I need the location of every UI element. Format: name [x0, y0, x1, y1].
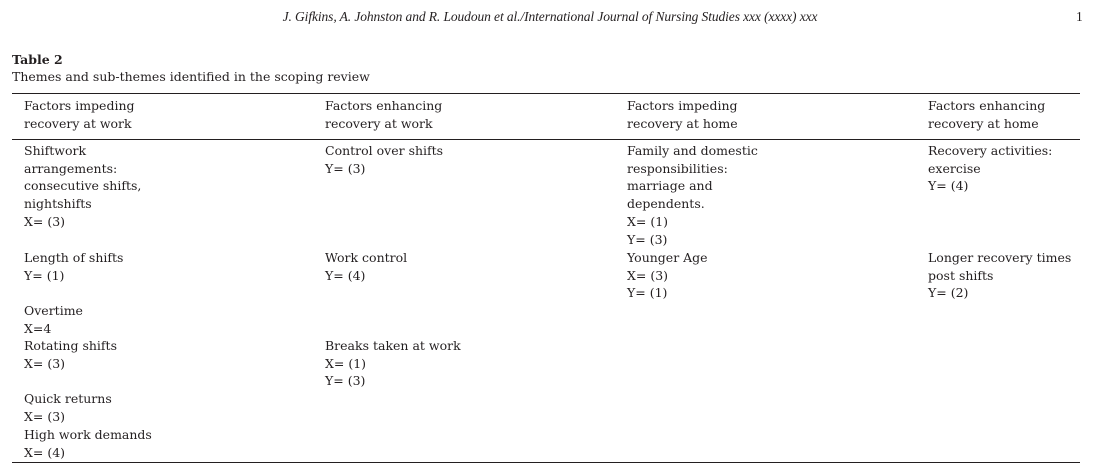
table-header-rule	[12, 139, 1080, 140]
table-cell	[24, 142, 141, 231]
cell-line: marriage and	[627, 178, 713, 194]
cell-line: X= (1)	[325, 355, 367, 371]
cell-line: Quick returns	[24, 391, 112, 406]
table-cell	[627, 249, 708, 302]
table-cell	[24, 390, 112, 425]
table-cell	[928, 249, 1071, 302]
cell-line: Breaks taken at work	[325, 338, 461, 353]
header-line: Factors enhancing	[325, 98, 443, 113]
table-bottom-rule	[12, 462, 1080, 463]
cell-line: consecutive shifts,	[24, 178, 142, 194]
cell-line: Longer recovery times	[928, 250, 1072, 265]
table-cell	[325, 337, 461, 390]
cell-line: High work demands	[24, 427, 152, 442]
table-cell	[24, 302, 83, 337]
cell-line: X= (3)	[24, 355, 66, 371]
cell-line: Younger Age	[627, 250, 708, 265]
header-enhancing-work	[325, 97, 442, 132]
table-cell	[928, 142, 1052, 195]
header-line: recovery at work	[24, 115, 132, 131]
header-line: Factors impeding	[627, 98, 738, 113]
cell-line: Family and domestic	[627, 143, 758, 158]
header-line: Factors enhancing	[928, 98, 1046, 113]
cell-line: exercise	[928, 160, 981, 176]
cell-line: dependents.	[627, 196, 705, 212]
cell-line: Shiftwork	[24, 143, 87, 158]
running-head: J. Gifkins, A. Johnston and R. Loudoun et al./International Journal of Nursing Studies xxx (xxxx) xxx	[282, 9, 818, 24]
cell-line: X= (1)	[627, 213, 669, 229]
cell-line: responsibilities:	[627, 160, 728, 176]
cell-line: Recovery activities:	[928, 143, 1053, 158]
table-label: Table 2	[12, 52, 63, 67]
cell-line: Y= (1)	[627, 285, 668, 301]
table-caption: Themes and sub-themes identified in the scoping review	[12, 69, 370, 84]
cell-line: Y= (4)	[325, 267, 366, 283]
cell-line: Control over shifts	[325, 143, 444, 158]
table-cell	[24, 337, 117, 372]
header-enhancing-home	[928, 97, 1045, 132]
page-number: 1	[1076, 9, 1083, 24]
table-cell	[24, 426, 152, 461]
cell-line: Y= (2)	[928, 285, 969, 301]
table-cell	[325, 142, 443, 177]
header-line: recovery at home	[627, 115, 738, 131]
cell-line: Length of shifts	[24, 250, 124, 265]
cell-line: X=4	[24, 320, 52, 336]
cell-line: Y= (3)	[627, 231, 668, 247]
table-top-rule	[12, 93, 1080, 94]
header-line: recovery at home	[928, 115, 1039, 131]
cell-line: Y= (1)	[24, 267, 65, 283]
cell-line: Y= (3)	[325, 160, 366, 176]
table-cell	[24, 249, 123, 284]
cell-line: nightshifts	[24, 196, 92, 212]
cell-line: arrangements:	[24, 160, 118, 176]
cell-line: X= (3)	[24, 213, 66, 229]
header-impeding-home	[627, 97, 738, 132]
cell-line: post shifts	[928, 267, 994, 283]
table-cell	[325, 249, 407, 284]
cell-line: Rotating shifts	[24, 338, 117, 353]
cell-line: Overtime	[24, 303, 83, 318]
cell-line: Y= (4)	[928, 178, 969, 194]
cell-line: X= (3)	[627, 267, 669, 283]
header-line: recovery at work	[325, 115, 433, 131]
cell-line: X= (3)	[24, 408, 66, 424]
header-line: Factors impeding	[24, 98, 135, 113]
header-impeding-work	[24, 97, 135, 132]
cell-line: Work control	[325, 250, 408, 265]
cell-line: Y= (3)	[325, 373, 366, 389]
table-cell	[627, 142, 758, 248]
cell-line: X= (4)	[24, 444, 66, 460]
